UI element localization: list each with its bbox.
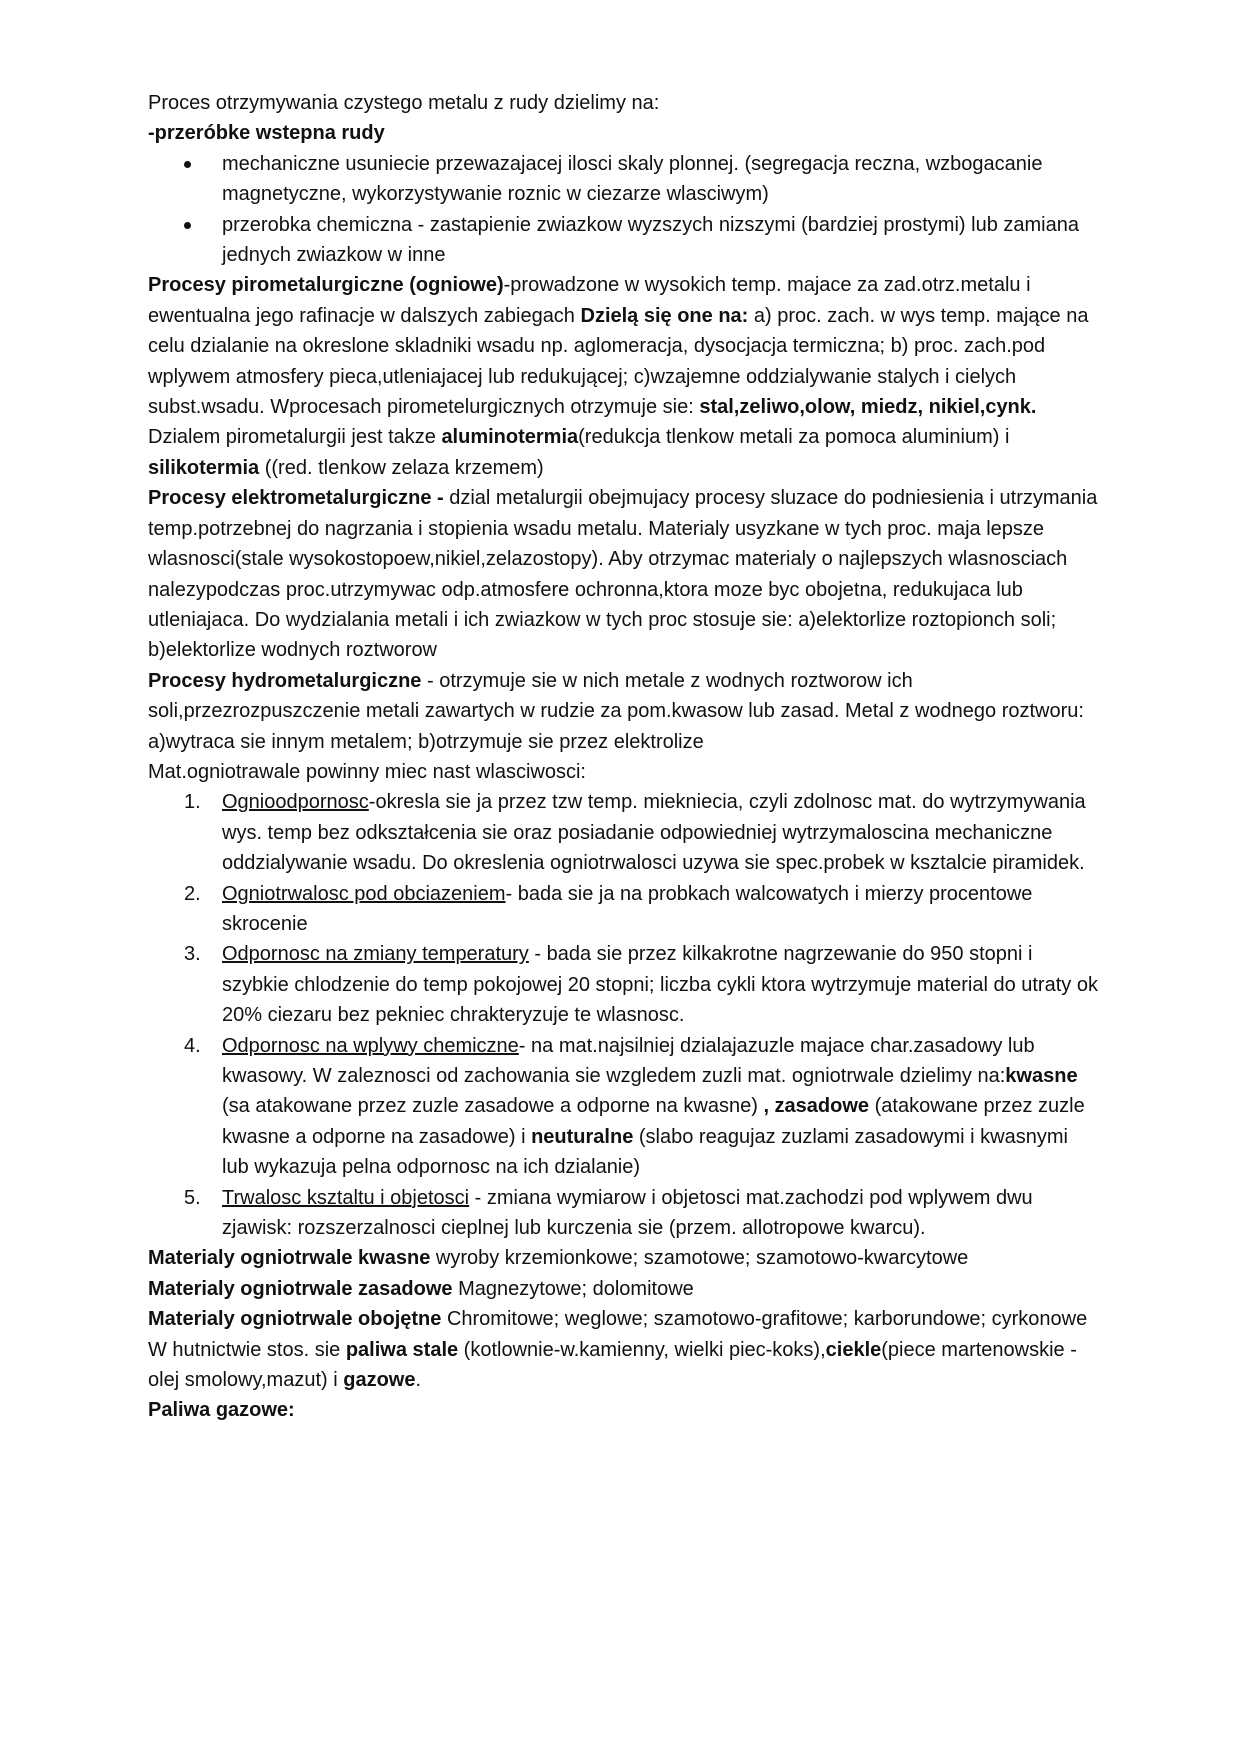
property-text: (slabo reagujaz zuzlami zasadowymi i kwasnymi lub wykazuja pelna odpornosc na ich dzialanie) (222, 1125, 1068, 1179)
list-item: mechaniczne usuniecie przewazajacej ilosci skaly plonnej. (segregacja reczna, wzbogacanie magnetyczne, wykorzystywanie roznic w ciezarze wlasciwym) (222, 149, 1098, 210)
paragraph-text: - otrzymuje sie w nich metale z wodnych roztworow ich soli,przezrozpuszczenie metali zawartych w rudzie za pom.kwasow lub zasad. Metal z wodnego roztworu: a)wytraca sie innym metalem; b)otrzymuje sie przez elektrolize (148, 669, 1084, 753)
bold-phrase: , zasadowe (763, 1095, 870, 1118)
paragraph-text: (redukcja tlenkow metali za pomoca aluminium) i (578, 426, 1010, 449)
material-text: Magnezytowe; dolomitowe (452, 1277, 694, 1300)
material-acid (148, 1243, 1098, 1273)
hydrometallurgy-title: Procesy hydrometalurgiczne (148, 669, 422, 692)
gas-fuels-heading-text: Paliwa gazowe: (148, 1399, 295, 1422)
property-term: Odpornosc na wplywy chemiczne (222, 1034, 519, 1057)
paragraph-text: Dzialem pirometalurgii jest takze (148, 426, 442, 449)
material-label: Materialy ogniotrwale zasadowe (148, 1277, 453, 1300)
property-term: Ogniotrwalosc pod obciazeniem (222, 882, 506, 905)
list-item (184, 1183, 1098, 1244)
paragraph-text: W hutnictwie stos. sie (148, 1338, 346, 1361)
paragraph-text: ((red. tlenkow zelaza krzemem) (259, 456, 544, 479)
bold-phrase: neuturalne (531, 1125, 634, 1148)
property-text: (atakowane przez zuzle kwasne a odporne na zasadowe) i (222, 1095, 1085, 1148)
material-text: Chromitowe; weglowe; szamotowo-grafitowe; karborundowe; cyrkonowe (441, 1308, 1088, 1331)
refractory-properties-intro: Mat.ogniotrawale powinny miec nast wlasciwosci: (148, 760, 586, 783)
material-neutral (148, 1304, 1098, 1334)
bold-phrase: ciekle (825, 1338, 882, 1361)
list-item: przerobka chemiczna - zastapienie zwiazkow wyzszych nizszymi (bardziej prostymi) lub zamiana jednych zwiazkow w inne (222, 210, 1098, 271)
property-term: Ognioodpornosc (222, 791, 369, 814)
material-text: wyroby krzemionkowe; szamotowe; szamotowo-kwarcytowe (430, 1247, 969, 1270)
material-basic (148, 1274, 1098, 1304)
material-label: Materialy ogniotrwale kwasne (148, 1247, 431, 1270)
material-label: Materialy ogniotrwale obojętne (148, 1308, 442, 1331)
paragraph-text: dzial metalurgii obejmujacy procesy sluzace do podniesienia i utrzymania temp.potrzebnej do nagrzania i stopienia wsadu metalu. Materialy usyzkane w tych proc. maja lepsze wlasnosci(stale wysokostopoew,nikiel,zelazostopy). Aby otrzymac materialy o najlepszych wlasnosciach nalezypodczas proc.utrzymywac odp.atmosfere ochronna,ktora moze byc obojetna, redukujaca lub utleniajaca. Do wydzialania metali i ich zwiazkow w tych proc stosuje sie: a)elektorlize roztopionch soli; b)elektorlize wodnych roztworow (148, 487, 1098, 662)
bold-phrase: silikotermia (148, 456, 260, 479)
bold-phrase: paliwa stale (345, 1338, 459, 1361)
fuels-paragraph (148, 1335, 1098, 1396)
property-text: -okresla sie ja przez tzw temp. miekniecia, czyli zdolnosc mat. do wytrzymywania wys. temp bez odkształcenia sie oraz posiadanie odpowiedniej wytrzymaloscina mechaniczne oddzialywanie wsadu. Do okreslenia ogniotrwalosci uzywa sie spec.probek w ksztalcie piramidek. (222, 791, 1086, 875)
property-text: - zmiana wymiarow i objetosci mat.zachodzi pod wplywem dwu zjawisk: rozszerzalnosci cieplnej lub kurczenia sie (przem. allotropowe kwarcu). (222, 1186, 1033, 1240)
paragraph-text: . (415, 1369, 422, 1392)
list-number: 5. (184, 1186, 201, 1209)
gas-fuels-heading (148, 1395, 1098, 1425)
bold-phrase: gazowe (343, 1369, 416, 1392)
property-text: - na mat.najsilniej dzialajazuzle majace char.zasadowy lub kwasowy. W zaleznosci od zachowania sie wzgledem zuzli mat. ogniotrwale dzielimy na: (222, 1034, 1035, 1087)
bold-phrase: stal,zeliwo,olow, miedz, nikiel,cynk. (699, 396, 1037, 419)
paragraph-text: -prowadzone w wysokich temp. majace za zad.otrz.metalu i ewentualna jego rafinacje w dalszych zabiegach (148, 274, 1031, 327)
property-term: Odpornosc na zmiany temperatury (222, 943, 529, 966)
property-term: Trwalosc ksztaltu i objetosci (222, 1186, 470, 1209)
list-number: 3. (184, 943, 201, 966)
property-text: - bada sie ja na probkach walcowatych i mierzy procentowe skrocenie (222, 882, 1033, 935)
list-number: 4. (184, 1034, 201, 1057)
pretreatment-list (148, 149, 1098, 271)
list-number: 2. (184, 882, 201, 905)
document-page (148, 88, 1098, 1426)
electrometallurgy-title: Procesy elektrometalurgiczne - (148, 487, 444, 510)
list-item (184, 1031, 1098, 1183)
property-text: (sa atakowane przez zuzle zasadowe a odporne na kwasne) (222, 1095, 764, 1118)
list-number: 1. (184, 791, 201, 814)
bold-phrase: aluminotermia (441, 426, 579, 449)
paragraph-text: (kotlownie-w.kamienny, wielki piec-koks), (458, 1338, 826, 1361)
pyrometallurgy-paragraph (148, 270, 1098, 483)
pretreatment-heading (148, 118, 1098, 148)
refractory-properties-list (148, 787, 1098, 1243)
list-item (184, 879, 1098, 940)
list-item (184, 787, 1098, 878)
paragraph-text: a) proc. zach. w wys temp. mające na celu dzialanie na okreslone skladniki wsadu np. aglomeracja, dysocjacja termiczna; b) proc. zach.pod wplywem atmosfery pieca,utleniajacej lub redukującej; c)wzajemne oddzialywanie stalych i cielych subst.wsadu. Wprocesach pirometelurgicznych otrzymuje sie: (148, 304, 1089, 419)
intro-line: Proces otrzymywania czystego metalu z rudy dzielimy na: (148, 92, 660, 114)
pretreatment-heading-text: -przeróbke wstepna rudy (148, 122, 385, 145)
list-item (184, 939, 1098, 1030)
paragraph-text: (piece martenowskie -olej smolowy,mazut) i (148, 1338, 1077, 1392)
bold-phrase: Dzielą się one na: (580, 304, 749, 327)
bold-phrase: kwasne (1005, 1065, 1078, 1087)
property-text: - bada sie przez kilkakrotne nagrzewanie do 950 stopni i szybkie chlodzenie do temp pokojowej 20 stopni; liczba cykli ktora wytrzymuje material do utraty ok 20% ciezaru bez pekniec chrakteryzuje te wlasnosc. (222, 943, 1098, 1027)
electrometallurgy-paragraph (148, 483, 1098, 665)
hydrometallurgy-paragraph (148, 666, 1098, 757)
pyrometallurgy-title: Procesy pirometalurgiczne (ogniowe) (148, 274, 504, 297)
